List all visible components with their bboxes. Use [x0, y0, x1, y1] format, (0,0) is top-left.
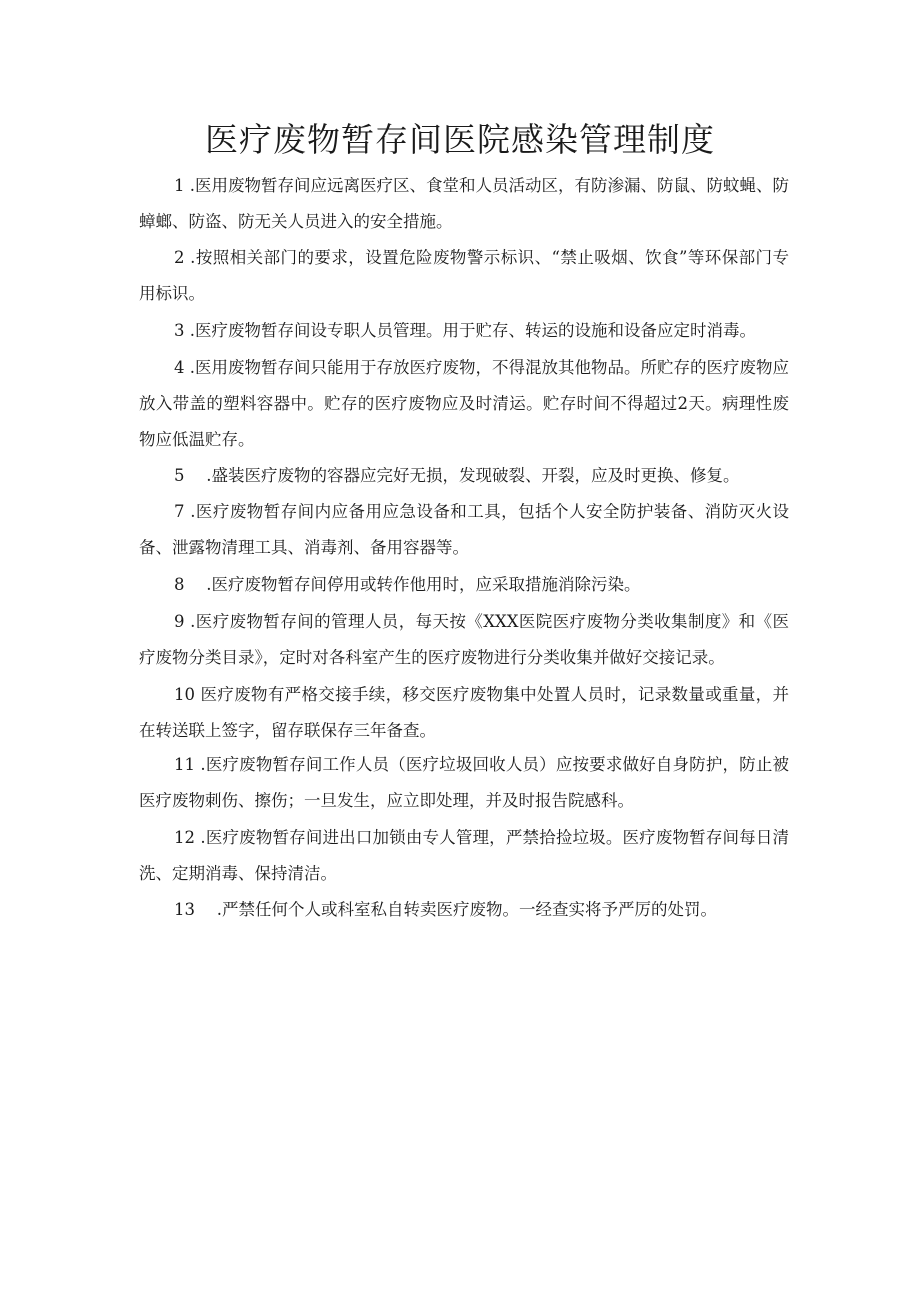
- document-title: 医疗废物暂存间医院感染管理制度: [205, 120, 715, 159]
- clause-12: 12 .医疗废物暂存间进出口加锁由专人管理，严禁拾捡垃圾。医疗废物暂存间每日清洗、定期消毒、保持清洁。: [139, 828, 789, 883]
- clause-2: 2 .按照相关部门的要求，设置危险废物警示标识、“禁止吸烟、饮食”等环保部门专用标识。: [139, 248, 789, 303]
- clause-11: 11 .医疗废物暂存间工作人员（医疗垃圾回收人员）应按要求做好自身防护，防止被医疗废物刺伤、擦伤；一旦发生，应立即处理，并及时报告院感科。: [139, 755, 789, 810]
- clause-9: 9 .医疗废物暂存间的管理人员，每天按《XXX医院医疗废物分类收集制度》和《医疗废物分类目录》，定时对各科室产生的医疗废物进行分类收集并做好交接记录。: [139, 612, 789, 667]
- clause-8: 8 .医疗废物暂存间停用或转作他用时，应采取措施消除污染。: [174, 575, 641, 594]
- clause-5: 5 .盛装医疗废物的容器应完好无损，发现破裂、开裂，应及时更换、修复。: [174, 466, 740, 485]
- clause-10: 10 医疗废物有严格交接手续，移交医疗废物集中处置人员时，记录数量或重量，并在转送联上签字，留存联保存三年备查。: [139, 685, 789, 740]
- clause-7: 7 .医疗废物暂存间内应备用应急设备和工具，包括个人安全防护装备、消防灭火设备、泄露物清理工具、消毒剂、备用容器等。: [139, 502, 789, 557]
- clause-4: 4 .医用废物暂存间只能用于存放医疗废物，不得混放其他物品。所贮存的医疗废物应放入带盖的塑料容器中。贮存的医疗废物应及时清运。贮存时间不得超过2天。病理性废物应低温贮存。: [139, 358, 789, 449]
- clause-13: 13 .严禁任何个人或科室私自转卖医疗废物。一经查实将予严厉的处罚。: [174, 900, 717, 919]
- clause-1: 1 .医用废物暂存间应远离医疗区、食堂和人员活动区，有防渗漏、防鼠、防蚊蝇、防蟑螂、防盗、防无关人员进入的安全措施。: [139, 176, 789, 231]
- clause-3: 3 .医疗废物暂存间设专职人员管理。用于贮存、转运的设施和设备应定时消毒。: [174, 321, 756, 340]
